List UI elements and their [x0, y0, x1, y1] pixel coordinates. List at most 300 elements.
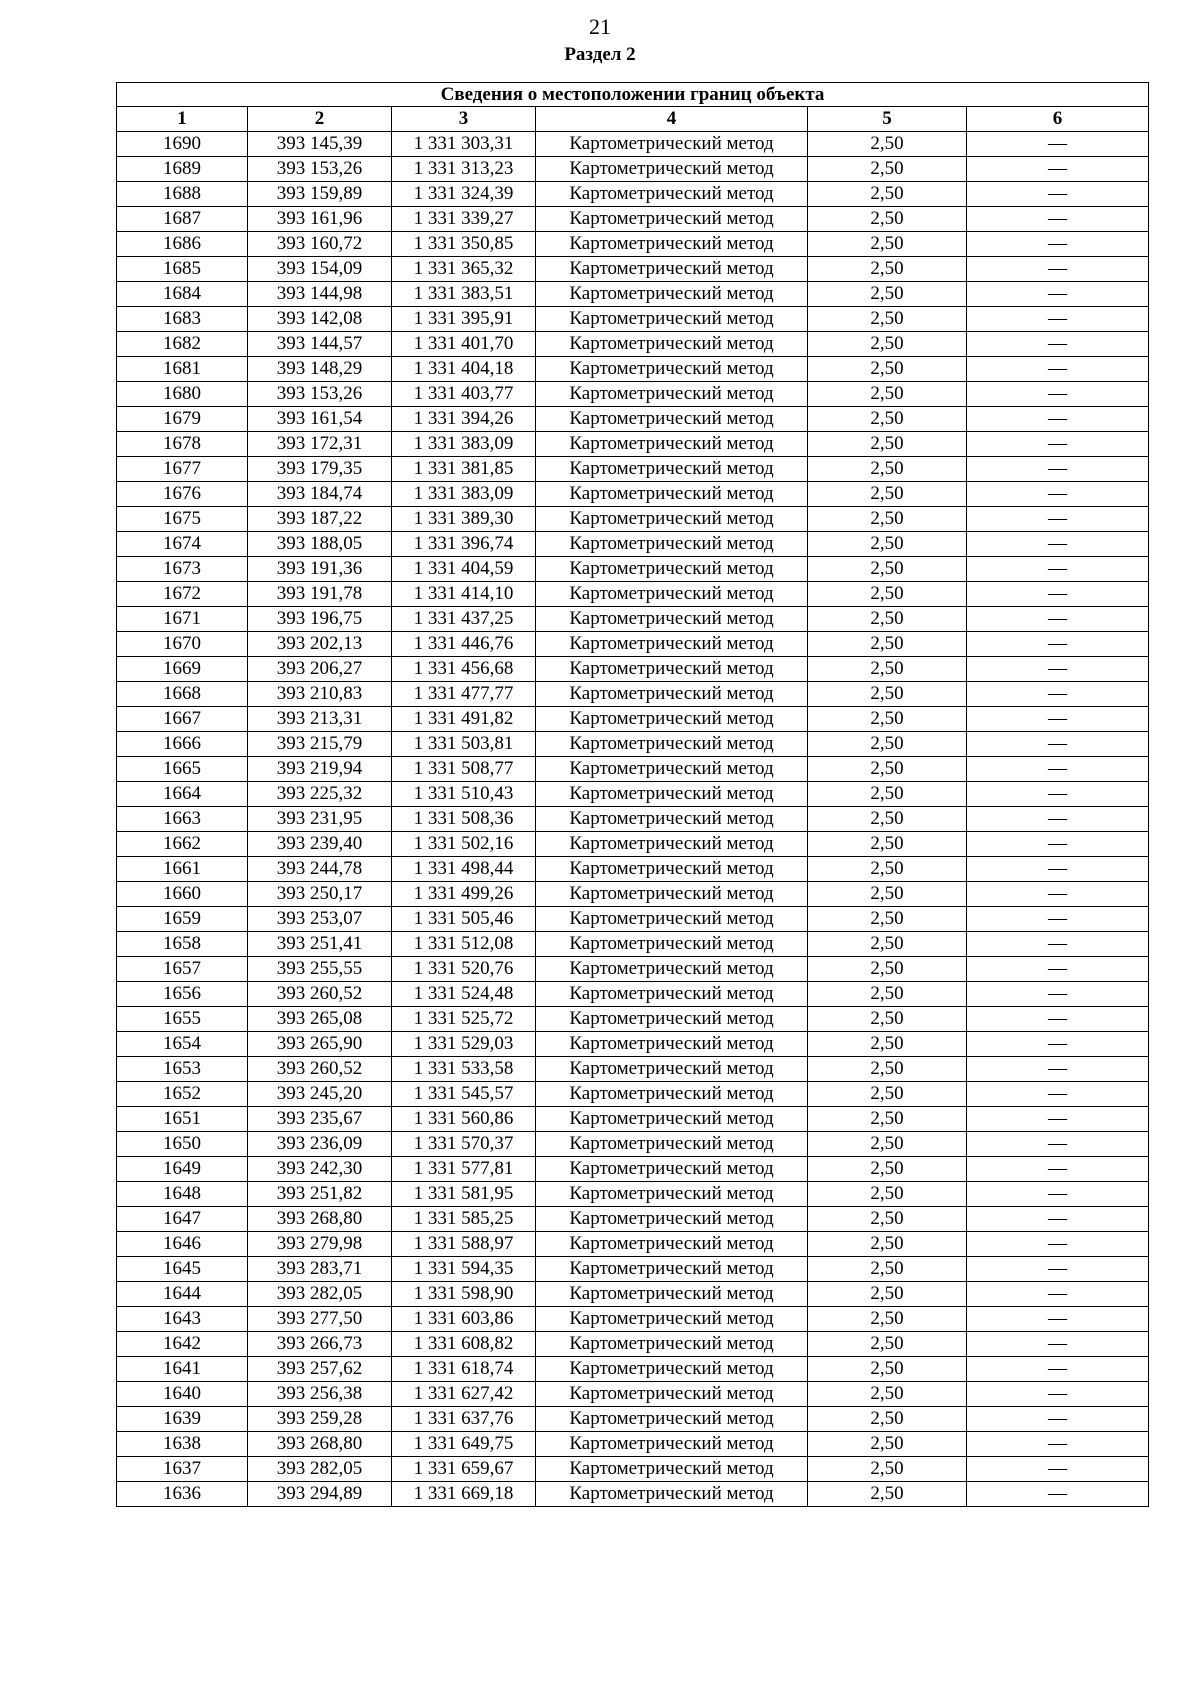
x-coordinate-cell: 393 144,57 [248, 332, 392, 357]
description-cell: — [967, 1207, 1149, 1232]
x-coordinate-cell: 393 260,52 [248, 982, 392, 1007]
description-cell: — [967, 1307, 1149, 1332]
y-coordinate-cell: 1 331 502,16 [392, 832, 536, 857]
point-number-cell: 1679 [117, 407, 248, 432]
method-cell: Картометрический метод [536, 857, 808, 882]
column-header-6: 6 [967, 107, 1149, 132]
accuracy-cell: 2,50 [808, 782, 967, 807]
x-coordinate-cell: 393 206,27 [248, 657, 392, 682]
description-cell: — [967, 907, 1149, 932]
method-cell: Картометрический метод [536, 632, 808, 657]
y-coordinate-cell: 1 331 503,81 [392, 732, 536, 757]
point-number-cell: 1636 [117, 1482, 248, 1507]
accuracy-cell: 2,50 [808, 832, 967, 857]
accuracy-cell: 2,50 [808, 882, 967, 907]
method-cell: Картометрический метод [536, 707, 808, 732]
x-coordinate-cell: 393 277,50 [248, 1307, 392, 1332]
accuracy-cell: 2,50 [808, 282, 967, 307]
method-cell: Картометрический метод [536, 182, 808, 207]
description-cell: — [967, 382, 1149, 407]
y-coordinate-cell: 1 331 498,44 [392, 857, 536, 882]
point-number-cell: 1690 [117, 132, 248, 157]
table-row [117, 957, 1149, 982]
y-coordinate-cell: 1 331 637,76 [392, 1407, 536, 1432]
accuracy-cell: 2,50 [808, 532, 967, 557]
point-number-cell: 1685 [117, 257, 248, 282]
description-cell: — [967, 282, 1149, 307]
table-row [117, 332, 1149, 357]
table-row [117, 1407, 1149, 1432]
table-row [117, 807, 1149, 832]
y-coordinate-cell: 1 331 383,09 [392, 482, 536, 507]
method-cell: Картометрический метод [536, 732, 808, 757]
accuracy-cell: 2,50 [808, 1257, 967, 1282]
method-cell: Картометрический метод [536, 207, 808, 232]
table-row [117, 457, 1149, 482]
description-cell: — [967, 1007, 1149, 1032]
table-title-row [117, 83, 1149, 107]
x-coordinate-cell: 393 255,55 [248, 957, 392, 982]
column-header-row [117, 107, 1149, 132]
accuracy-cell: 2,50 [808, 1182, 967, 1207]
table-title: Сведения о местоположении границ объекта [117, 83, 1149, 107]
y-coordinate-cell: 1 331 608,82 [392, 1332, 536, 1357]
method-cell: Картометрический метод [536, 357, 808, 382]
accuracy-cell: 2,50 [808, 1207, 967, 1232]
accuracy-cell: 2,50 [808, 507, 967, 532]
table-row [117, 757, 1149, 782]
description-cell: — [967, 857, 1149, 882]
accuracy-cell: 2,50 [808, 682, 967, 707]
y-coordinate-cell: 1 331 303,31 [392, 132, 536, 157]
x-coordinate-cell: 393 253,07 [248, 907, 392, 932]
y-coordinate-cell: 1 331 520,76 [392, 957, 536, 982]
point-number-cell: 1673 [117, 557, 248, 582]
x-coordinate-cell: 393 196,75 [248, 607, 392, 632]
description-cell: — [967, 157, 1149, 182]
table-row [117, 1207, 1149, 1232]
column-header-2: 2 [248, 107, 392, 132]
description-cell: — [967, 357, 1149, 382]
method-cell: Картометрический метод [536, 157, 808, 182]
x-coordinate-cell: 393 282,05 [248, 1282, 392, 1307]
description-cell: — [967, 957, 1149, 982]
method-cell: Картометрический метод [536, 957, 808, 982]
y-coordinate-cell: 1 331 395,91 [392, 307, 536, 332]
accuracy-cell: 2,50 [808, 1057, 967, 1082]
point-number-cell: 1683 [117, 307, 248, 332]
x-coordinate-cell: 393 265,90 [248, 1032, 392, 1057]
accuracy-cell: 2,50 [808, 157, 967, 182]
table-row [117, 182, 1149, 207]
x-coordinate-cell: 393 225,32 [248, 782, 392, 807]
y-coordinate-cell: 1 331 324,39 [392, 182, 536, 207]
method-cell: Картометрический метод [536, 1432, 808, 1457]
table-row [117, 1382, 1149, 1407]
point-number-cell: 1644 [117, 1282, 248, 1307]
point-number-cell: 1684 [117, 282, 248, 307]
table-row [117, 907, 1149, 932]
table-row [117, 1332, 1149, 1357]
column-header-1: 1 [117, 107, 248, 132]
x-coordinate-cell: 393 268,80 [248, 1207, 392, 1232]
table-row [117, 1182, 1149, 1207]
description-cell: — [967, 782, 1149, 807]
y-coordinate-cell: 1 331 649,75 [392, 1432, 536, 1457]
table-row [117, 1157, 1149, 1182]
accuracy-cell: 2,50 [808, 207, 967, 232]
point-number-cell: 1678 [117, 432, 248, 457]
accuracy-cell: 2,50 [808, 807, 967, 832]
table-row [117, 857, 1149, 882]
method-cell: Картометрический метод [536, 1357, 808, 1382]
y-coordinate-cell: 1 331 581,95 [392, 1182, 536, 1207]
description-cell: — [967, 457, 1149, 482]
table-row [117, 507, 1149, 532]
boundary-coordinates-table [116, 82, 1149, 1507]
y-coordinate-cell: 1 331 365,32 [392, 257, 536, 282]
table-row [117, 582, 1149, 607]
accuracy-cell: 2,50 [808, 732, 967, 757]
x-coordinate-cell: 393 239,40 [248, 832, 392, 857]
point-number-cell: 1686 [117, 232, 248, 257]
x-coordinate-cell: 393 153,26 [248, 382, 392, 407]
x-coordinate-cell: 393 251,41 [248, 932, 392, 957]
point-number-cell: 1680 [117, 382, 248, 407]
y-coordinate-cell: 1 331 618,74 [392, 1357, 536, 1382]
description-cell: — [967, 1082, 1149, 1107]
point-number-cell: 1646 [117, 1232, 248, 1257]
x-coordinate-cell: 393 279,98 [248, 1232, 392, 1257]
point-number-cell: 1652 [117, 1082, 248, 1107]
point-number-cell: 1672 [117, 582, 248, 607]
table-row [117, 682, 1149, 707]
table-row [117, 1307, 1149, 1332]
table-body [117, 132, 1149, 1507]
x-coordinate-cell: 393 144,98 [248, 282, 392, 307]
table-row [117, 1357, 1149, 1382]
table-row [117, 1457, 1149, 1482]
y-coordinate-cell: 1 331 491,82 [392, 707, 536, 732]
description-cell: — [967, 307, 1149, 332]
method-cell: Картометрический метод [536, 407, 808, 432]
description-cell: — [967, 182, 1149, 207]
table-row [117, 357, 1149, 382]
description-cell: — [967, 1182, 1149, 1207]
table-row [117, 532, 1149, 557]
y-coordinate-cell: 1 331 577,81 [392, 1157, 536, 1182]
method-cell: Картометрический метод [536, 607, 808, 632]
accuracy-cell: 2,50 [808, 482, 967, 507]
table-row [117, 707, 1149, 732]
y-coordinate-cell: 1 331 505,46 [392, 907, 536, 932]
description-cell: — [967, 557, 1149, 582]
method-cell: Картометрический метод [536, 1482, 808, 1507]
accuracy-cell: 2,50 [808, 1332, 967, 1357]
accuracy-cell: 2,50 [808, 457, 967, 482]
y-coordinate-cell: 1 331 524,48 [392, 982, 536, 1007]
description-cell: — [967, 632, 1149, 657]
column-header-5: 5 [808, 107, 967, 132]
point-number-cell: 1677 [117, 457, 248, 482]
method-cell: Картометрический метод [536, 1157, 808, 1182]
point-number-cell: 1667 [117, 707, 248, 732]
description-cell: — [967, 532, 1149, 557]
accuracy-cell: 2,50 [808, 557, 967, 582]
description-cell: — [967, 1382, 1149, 1407]
description-cell: — [967, 807, 1149, 832]
method-cell: Картометрический метод [536, 1032, 808, 1057]
description-cell: — [967, 707, 1149, 732]
table-row [117, 382, 1149, 407]
y-coordinate-cell: 1 331 585,25 [392, 1207, 536, 1232]
description-cell: — [967, 407, 1149, 432]
x-coordinate-cell: 393 219,94 [248, 757, 392, 782]
accuracy-cell: 2,50 [808, 607, 967, 632]
y-coordinate-cell: 1 331 594,35 [392, 1257, 536, 1282]
point-number-cell: 1660 [117, 882, 248, 907]
x-coordinate-cell: 393 172,31 [248, 432, 392, 457]
y-coordinate-cell: 1 331 570,37 [392, 1132, 536, 1157]
method-cell: Картометрический метод [536, 457, 808, 482]
y-coordinate-cell: 1 331 446,76 [392, 632, 536, 657]
table-row [117, 1257, 1149, 1282]
description-cell: — [967, 1282, 1149, 1307]
point-number-cell: 1643 [117, 1307, 248, 1332]
y-coordinate-cell: 1 331 394,26 [392, 407, 536, 432]
accuracy-cell: 2,50 [808, 1132, 967, 1157]
x-coordinate-cell: 393 184,74 [248, 482, 392, 507]
table-row [117, 1432, 1149, 1457]
accuracy-cell: 2,50 [808, 1457, 967, 1482]
accuracy-cell: 2,50 [808, 132, 967, 157]
method-cell: Картометрический метод [536, 1007, 808, 1032]
method-cell: Картометрический метод [536, 1107, 808, 1132]
method-cell: Картометрический метод [536, 1207, 808, 1232]
x-coordinate-cell: 393 215,79 [248, 732, 392, 757]
accuracy-cell: 2,50 [808, 1282, 967, 1307]
point-number-cell: 1663 [117, 807, 248, 832]
accuracy-cell: 2,50 [808, 1007, 967, 1032]
description-cell: — [967, 1232, 1149, 1257]
method-cell: Картометрический метод [536, 1307, 808, 1332]
accuracy-cell: 2,50 [808, 257, 967, 282]
x-coordinate-cell: 393 266,73 [248, 1332, 392, 1357]
description-cell: — [967, 732, 1149, 757]
y-coordinate-cell: 1 331 627,42 [392, 1382, 536, 1407]
y-coordinate-cell: 1 331 508,36 [392, 807, 536, 832]
method-cell: Картометрический метод [536, 1082, 808, 1107]
point-number-cell: 1676 [117, 482, 248, 507]
table-row [117, 982, 1149, 1007]
accuracy-cell: 2,50 [808, 232, 967, 257]
table-row [117, 307, 1149, 332]
method-cell: Картометрический метод [536, 1282, 808, 1307]
point-number-cell: 1654 [117, 1032, 248, 1057]
table-row [117, 1107, 1149, 1132]
table-row [117, 882, 1149, 907]
description-cell: — [967, 1032, 1149, 1057]
method-cell: Картометрический метод [536, 757, 808, 782]
description-cell: — [967, 1332, 1149, 1357]
method-cell: Картометрический метод [536, 882, 808, 907]
x-coordinate-cell: 393 191,36 [248, 557, 392, 582]
method-cell: Картометрический метод [536, 307, 808, 332]
x-coordinate-cell: 393 145,39 [248, 132, 392, 157]
table-row [117, 1132, 1149, 1157]
x-coordinate-cell: 393 153,26 [248, 157, 392, 182]
y-coordinate-cell: 1 331 313,23 [392, 157, 536, 182]
x-coordinate-cell: 393 251,82 [248, 1182, 392, 1207]
method-cell: Картометрический метод [536, 982, 808, 1007]
method-cell: Картометрический метод [536, 1457, 808, 1482]
y-coordinate-cell: 1 331 659,67 [392, 1457, 536, 1482]
table-row [117, 607, 1149, 632]
point-number-cell: 1653 [117, 1057, 248, 1082]
x-coordinate-cell: 393 282,05 [248, 1457, 392, 1482]
description-cell: — [967, 232, 1149, 257]
method-cell: Картометрический метод [536, 282, 808, 307]
accuracy-cell: 2,50 [808, 332, 967, 357]
x-coordinate-cell: 393 160,72 [248, 232, 392, 257]
method-cell: Картометрический метод [536, 382, 808, 407]
point-number-cell: 1687 [117, 207, 248, 232]
table-row [117, 632, 1149, 657]
table-row [117, 1282, 1149, 1307]
point-number-cell: 1637 [117, 1457, 248, 1482]
method-cell: Картометрический метод [536, 507, 808, 532]
y-coordinate-cell: 1 331 404,18 [392, 357, 536, 382]
section-title: Раздел 2 [564, 44, 636, 65]
y-coordinate-cell: 1 331 383,51 [392, 282, 536, 307]
method-cell: Картометрический метод [536, 432, 808, 457]
accuracy-cell: 2,50 [808, 432, 967, 457]
x-coordinate-cell: 393 259,28 [248, 1407, 392, 1432]
x-coordinate-cell: 393 179,35 [248, 457, 392, 482]
point-number-cell: 1669 [117, 657, 248, 682]
y-coordinate-cell: 1 331 350,85 [392, 232, 536, 257]
x-coordinate-cell: 393 236,09 [248, 1132, 392, 1157]
point-number-cell: 1650 [117, 1132, 248, 1157]
accuracy-cell: 2,50 [808, 307, 967, 332]
x-coordinate-cell: 393 161,54 [248, 407, 392, 432]
description-cell: — [967, 682, 1149, 707]
x-coordinate-cell: 393 210,83 [248, 682, 392, 707]
point-number-cell: 1670 [117, 632, 248, 657]
point-number-cell: 1689 [117, 157, 248, 182]
x-coordinate-cell: 393 191,78 [248, 582, 392, 607]
accuracy-cell: 2,50 [808, 182, 967, 207]
table-row [117, 132, 1149, 157]
point-number-cell: 1671 [117, 607, 248, 632]
y-coordinate-cell: 1 331 396,74 [392, 532, 536, 557]
point-number-cell: 1658 [117, 932, 248, 957]
point-number-cell: 1638 [117, 1432, 248, 1457]
y-coordinate-cell: 1 331 508,77 [392, 757, 536, 782]
description-cell: — [967, 1257, 1149, 1282]
description-cell: — [967, 657, 1149, 682]
table-head [117, 83, 1149, 132]
description-cell: — [967, 1132, 1149, 1157]
method-cell: Картометрический метод [536, 907, 808, 932]
method-cell: Картометрический метод [536, 532, 808, 557]
point-number-cell: 1639 [117, 1407, 248, 1432]
x-coordinate-cell: 393 283,71 [248, 1257, 392, 1282]
table-row [117, 232, 1149, 257]
point-number-cell: 1647 [117, 1207, 248, 1232]
y-coordinate-cell: 1 331 560,86 [392, 1107, 536, 1132]
table-row [117, 782, 1149, 807]
method-cell: Картометрический метод [536, 682, 808, 707]
method-cell: Картометрический метод [536, 1332, 808, 1357]
description-cell: — [967, 1157, 1149, 1182]
accuracy-cell: 2,50 [808, 982, 967, 1007]
method-cell: Картометрический метод [536, 582, 808, 607]
method-cell: Картометрический метод [536, 1407, 808, 1432]
accuracy-cell: 2,50 [808, 657, 967, 682]
x-coordinate-cell: 393 154,09 [248, 257, 392, 282]
point-number-cell: 1665 [117, 757, 248, 782]
table-row [117, 657, 1149, 682]
accuracy-cell: 2,50 [808, 957, 967, 982]
table-row [117, 1007, 1149, 1032]
description-cell: — [967, 932, 1149, 957]
table-row [117, 257, 1149, 282]
description-cell: — [967, 332, 1149, 357]
description-cell: — [967, 1432, 1149, 1457]
point-number-cell: 1655 [117, 1007, 248, 1032]
method-cell: Картометрический метод [536, 1257, 808, 1282]
x-coordinate-cell: 393 148,29 [248, 357, 392, 382]
point-number-cell: 1651 [117, 1107, 248, 1132]
y-coordinate-cell: 1 331 512,08 [392, 932, 536, 957]
y-coordinate-cell: 1 331 404,59 [392, 557, 536, 582]
description-cell: — [967, 757, 1149, 782]
accuracy-cell: 2,50 [808, 1482, 967, 1507]
description-cell: — [967, 1107, 1149, 1132]
x-coordinate-cell: 393 142,08 [248, 307, 392, 332]
y-coordinate-cell: 1 331 401,70 [392, 332, 536, 357]
y-coordinate-cell: 1 331 525,72 [392, 1007, 536, 1032]
table-row [117, 1082, 1149, 1107]
description-cell: — [967, 582, 1149, 607]
point-number-cell: 1662 [117, 832, 248, 857]
method-cell: Картометрический метод [536, 782, 808, 807]
accuracy-cell: 2,50 [808, 1307, 967, 1332]
accuracy-cell: 2,50 [808, 1032, 967, 1057]
point-number-cell: 1661 [117, 857, 248, 882]
description-cell: — [967, 482, 1149, 507]
accuracy-cell: 2,50 [808, 632, 967, 657]
page-number: 21 [589, 14, 611, 39]
y-coordinate-cell: 1 331 545,57 [392, 1082, 536, 1107]
method-cell: Картометрический метод [536, 1182, 808, 1207]
method-cell: Картометрический метод [536, 1057, 808, 1082]
table-row [117, 1032, 1149, 1057]
description-cell: — [967, 1357, 1149, 1382]
accuracy-cell: 2,50 [808, 1082, 967, 1107]
point-number-cell: 1668 [117, 682, 248, 707]
table-row [117, 732, 1149, 757]
point-number-cell: 1648 [117, 1182, 248, 1207]
accuracy-cell: 2,50 [808, 1382, 967, 1407]
table-row [117, 1232, 1149, 1257]
table-row [117, 407, 1149, 432]
description-cell: — [967, 607, 1149, 632]
accuracy-cell: 2,50 [808, 382, 967, 407]
description-cell: — [967, 207, 1149, 232]
description-cell: — [967, 1457, 1149, 1482]
